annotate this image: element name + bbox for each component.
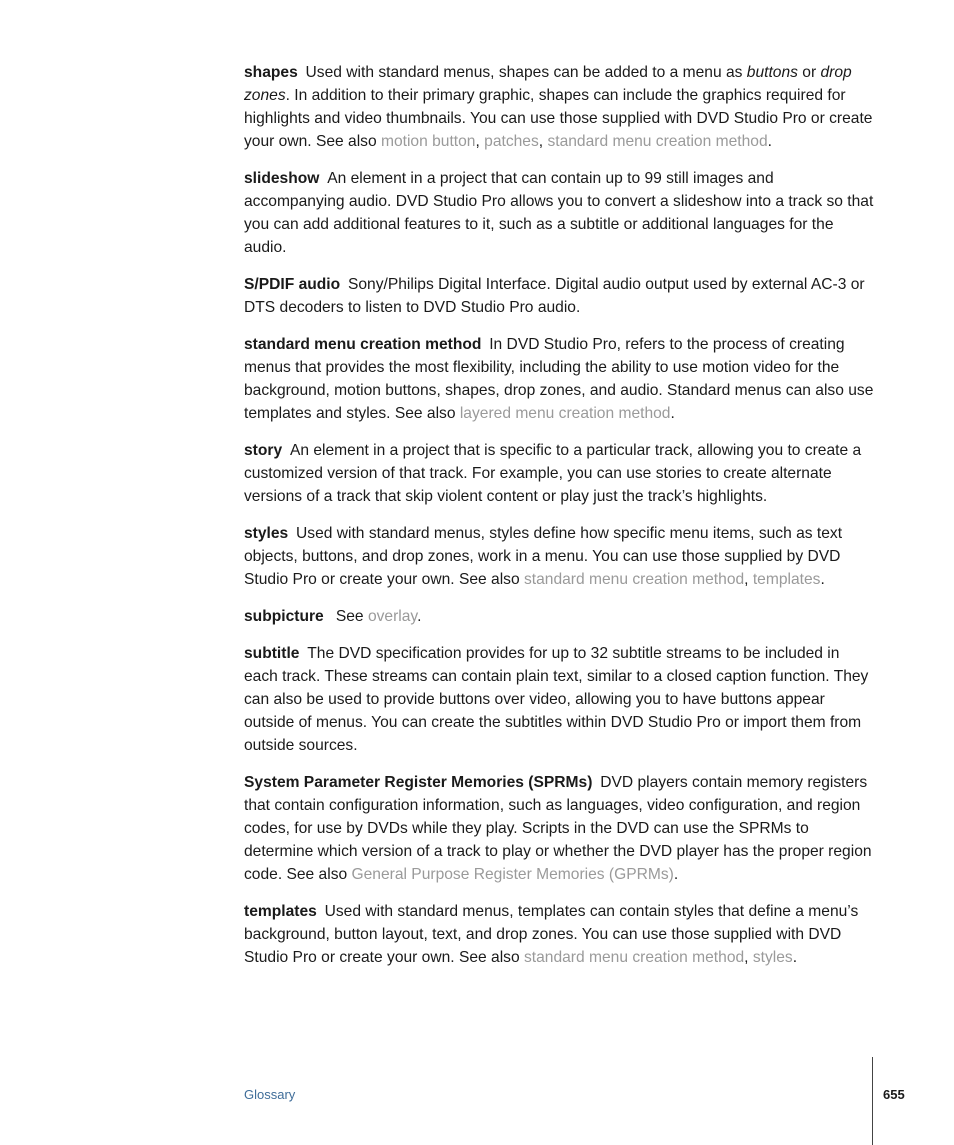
glossary-entry-subtitle bbox=[244, 642, 876, 757]
definition-text: . bbox=[792, 949, 798, 966]
glossary-entry-standard-menu-creation-method bbox=[244, 333, 876, 425]
definition-text: Used with standard menus, shapes can be added to a menu as bbox=[305, 64, 747, 81]
definition-text: See bbox=[331, 608, 368, 625]
definition-text: The DVD specification provides for up to 32 subtitle streams to be included in each track. These streams can contain plain text, similar to a closed caption function. They can also be used to provide buttons over video, allowing you to have buttons appear outside of menus. You can create the subtitles within DVD Studio Pro or import them from outside sources. bbox=[244, 645, 869, 754]
definition-text: An element in a project that is specific to a particular track, allowing you to create a customized version of that track. For example, you can use stories to create alternate versions of a track that skip violent content or play just the track’s highlights. bbox=[244, 442, 862, 505]
glossary-entries bbox=[244, 61, 876, 983]
definition-text: Used with standard menus, templates can contain styles that define a menu’s background, button layout, text, and drop zones. You can use those supplied with DVD Studio Pro or create your own. See also bbox=[244, 903, 859, 966]
cross-reference-link[interactable]: General Purpose Register Memories (GPRMs) bbox=[351, 866, 674, 883]
page-number: 655 bbox=[883, 1087, 905, 1102]
cross-reference-link[interactable]: overlay bbox=[367, 608, 418, 625]
glossary-entry-subpicture bbox=[244, 605, 876, 628]
cross-reference-link[interactable]: templates bbox=[752, 571, 821, 588]
glossary-term: standard menu creation method bbox=[244, 336, 482, 353]
glossary-entry-story bbox=[244, 439, 876, 508]
cross-reference-link[interactable]: standard menu creation method bbox=[547, 133, 768, 150]
glossary-term: System Parameter Register Memories (SPRMs) bbox=[244, 774, 593, 791]
glossary-entry-templates bbox=[244, 900, 876, 969]
definition-text: In DVD Studio Pro, refers to the process of creating menus that provides the most flexibility, including the ability to use motion video for the background, motion buttons, shapes, drop zones, and audio. Standard menus can also use templates and styles. See also bbox=[244, 336, 874, 422]
glossary-term: templates bbox=[244, 903, 317, 920]
cross-reference-link[interactable]: patches bbox=[484, 133, 539, 150]
glossary-entry-spdif-audio bbox=[244, 273, 876, 319]
glossary-term: styles bbox=[244, 525, 289, 542]
glossary-entry-shapes bbox=[244, 61, 876, 153]
definition-text: DVD players contain memory registers that contain configuration information, such as languages, video configuration, and region codes, for use by DVDs while they play. Scripts in the DVD can use the SPRMs to determine which version of a track to play or whether the DVD player has the proper region code. See also bbox=[244, 774, 872, 883]
glossary-term: subpicture bbox=[244, 608, 324, 625]
definition-text: Used with standard menus, styles define how specific menu items, such as text objects, buttons, and drop zones, work in a menu. You can use those supplied by DVD Studio Pro or create your own. See also bbox=[244, 525, 843, 588]
cross-reference-link[interactable]: layered menu creation method bbox=[459, 405, 671, 422]
glossary-term: S/PDIF audio bbox=[244, 276, 341, 293]
definition-text: , bbox=[475, 133, 485, 150]
definition-text: . In addition to their primary graphic, shapes can include the graphics required for highlights and video thumbnails. You can use those supplied with DVD Studio Pro or create your own. See also bbox=[244, 87, 873, 150]
definition-text: , bbox=[744, 571, 753, 588]
definition-text: . bbox=[767, 133, 772, 150]
definition-text: Sony/Philips Digital Interface. Digital audio output used by external AC-3 or DTS decoders to listen to DVD Studio Pro audio. bbox=[244, 276, 865, 316]
definition-text: . bbox=[417, 608, 422, 625]
cross-reference-link[interactable]: styles bbox=[752, 949, 793, 966]
footer-divider bbox=[872, 1057, 873, 1145]
definition-text: An element in a project that can contain up to 99 still images and accompanying audio. DVD Studio Pro allows you to convert a slideshow into a track so that you can add additional features to it, such as a subtitle or additional languages for the audio. bbox=[244, 170, 874, 256]
glossary-entry-slideshow bbox=[244, 167, 876, 259]
footer-section-label: Glossary bbox=[244, 1087, 296, 1102]
emphasis-text: buttons bbox=[746, 64, 798, 81]
glossary-term: story bbox=[244, 442, 283, 459]
glossary-entry-styles bbox=[244, 522, 876, 591]
definition-text: , bbox=[744, 949, 753, 966]
cross-reference-link[interactable]: standard menu creation method bbox=[523, 949, 745, 966]
definition-text: . bbox=[673, 866, 679, 883]
glossary-term: slideshow bbox=[244, 170, 320, 187]
definition-text: . bbox=[670, 405, 675, 422]
emphasis-text: drop zones bbox=[244, 64, 852, 104]
glossary-term: shapes bbox=[244, 64, 298, 81]
definition-text: , bbox=[538, 133, 548, 150]
glossary-entry-sprms bbox=[244, 771, 876, 886]
cross-reference-link[interactable]: motion button bbox=[380, 133, 476, 150]
definition-text: . bbox=[820, 571, 825, 588]
glossary-term: subtitle bbox=[244, 645, 300, 662]
definition-text: or bbox=[797, 64, 821, 81]
cross-reference-link[interactable]: standard menu creation method bbox=[523, 571, 745, 588]
